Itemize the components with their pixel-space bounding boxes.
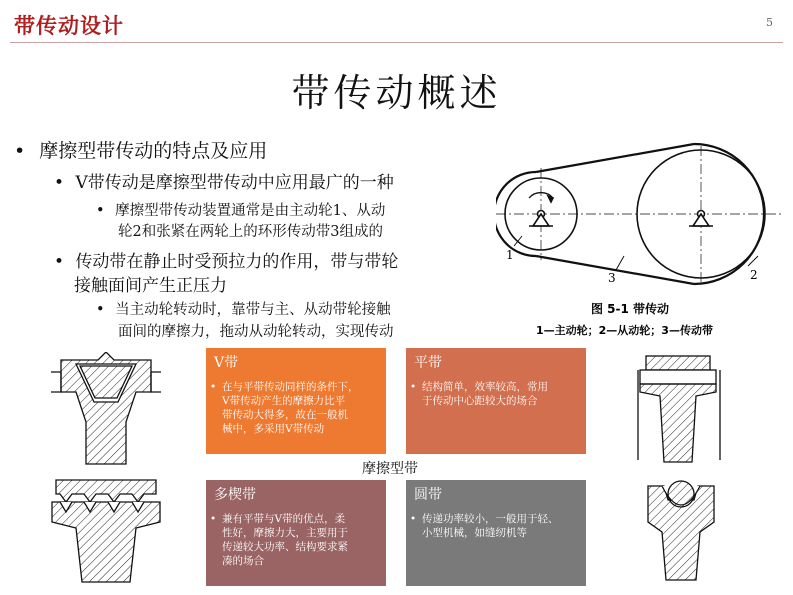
multi-v-belt-cross-section	[46, 472, 166, 584]
bullet-icon: •	[210, 513, 217, 525]
belt-drive-diagram	[496, 138, 786, 348]
v-belt-line: V带传动产生的摩擦力比平	[222, 395, 346, 407]
bullet-text: 当主动轮转动时，靠带与主、从动带轮接触	[115, 302, 391, 318]
v-belt-description	[206, 372, 386, 436]
v-belt-line: 带传动大得多，故在一般机	[222, 409, 348, 421]
multi-v-belt-line: 性好，摩擦力大，主要用于	[222, 527, 348, 539]
bullet-item	[14, 136, 267, 163]
flat-belt-title: 平带	[414, 355, 442, 371]
multi-v-belt-description	[206, 504, 386, 568]
round-belt-line: 传递功率较小，一般用于轻、	[422, 513, 559, 525]
bullet-icon: •	[410, 381, 417, 393]
bullet-text-continuation: 轮2和张紧在两轮上的环形传动带3组成的	[118, 224, 383, 240]
bullet-text-continuation: 面间的摩擦力，拖动从动轮转动，实现传动	[118, 324, 394, 340]
v-belt-line: 械中，多采用V带传动	[222, 423, 325, 435]
bullet-item	[54, 168, 394, 193]
flat-belt-description	[406, 372, 586, 408]
bullet-icon: •	[54, 252, 65, 272]
flat-belt-box	[406, 348, 586, 454]
bullet-icon: •	[96, 203, 105, 219]
multi-v-belt-line: 传递较大功率、结构要求紧	[222, 541, 348, 553]
bullet-icon: •	[210, 381, 217, 393]
round-belt-title: 圆带	[414, 487, 442, 503]
bullet-item	[96, 199, 385, 220]
round-belt-description	[406, 504, 586, 540]
bullet-icon: •	[54, 173, 65, 193]
figure-caption-legend: 1—主动轮；2—从动轮；3—传动带	[536, 324, 713, 337]
page-number: 5	[766, 16, 773, 29]
v-belt-line: 在与平带传动同样的条件下，	[222, 381, 359, 393]
flat-belt-line: 结构简单，效率较高，常用	[422, 381, 548, 393]
multi-v-belt-line: 兼有平带与V带的优点，柔	[222, 513, 346, 525]
bullet-text: 摩擦型带传动的特点及应用	[39, 140, 268, 162]
bullet-text: 摩擦型带传动装置通常是由主动轮1、从动	[115, 203, 386, 219]
slide-title: 带传动概述	[291, 71, 502, 115]
round-belt-box	[406, 480, 586, 586]
round-belt-cross-section	[640, 472, 722, 584]
multi-v-belt-line: 凑的场合	[222, 555, 264, 567]
label-belt: 3	[608, 271, 616, 285]
multi-v-belt-title: 多楔带	[214, 487, 256, 503]
bullet-icon: •	[14, 140, 26, 162]
bullet-item	[96, 298, 391, 319]
bullet-text: V带传动是摩擦型带传动中应用最广的一种	[75, 173, 394, 193]
label-driving-pulley: 1	[506, 248, 514, 262]
v-belt-cross-section	[46, 352, 166, 467]
flat-belt-cross-section	[634, 352, 724, 464]
label-driven-pulley: 2	[750, 268, 758, 282]
bullet-item	[54, 247, 398, 272]
round-belt-line: 小型机械，如缝纫机等	[422, 527, 527, 539]
figure-caption-title: 图 5-1 带传动	[591, 302, 670, 316]
flat-belt-line: 于传动中心距较大的场合	[422, 395, 538, 407]
header-title: 带传动设计	[14, 13, 124, 38]
v-belt-title: V带	[214, 355, 239, 371]
bullet-icon: •	[410, 513, 417, 525]
bullet-text: 传动带在静止时受预拉力的作用，带与带轮	[75, 252, 399, 272]
friction-belt-label: 摩擦型带	[362, 461, 418, 477]
bullet-text-continuation: 接触面间产生正压力	[74, 276, 227, 296]
v-belt-box	[206, 348, 386, 454]
bullet-icon: •	[96, 302, 105, 318]
multi-v-belt-box	[206, 480, 386, 586]
